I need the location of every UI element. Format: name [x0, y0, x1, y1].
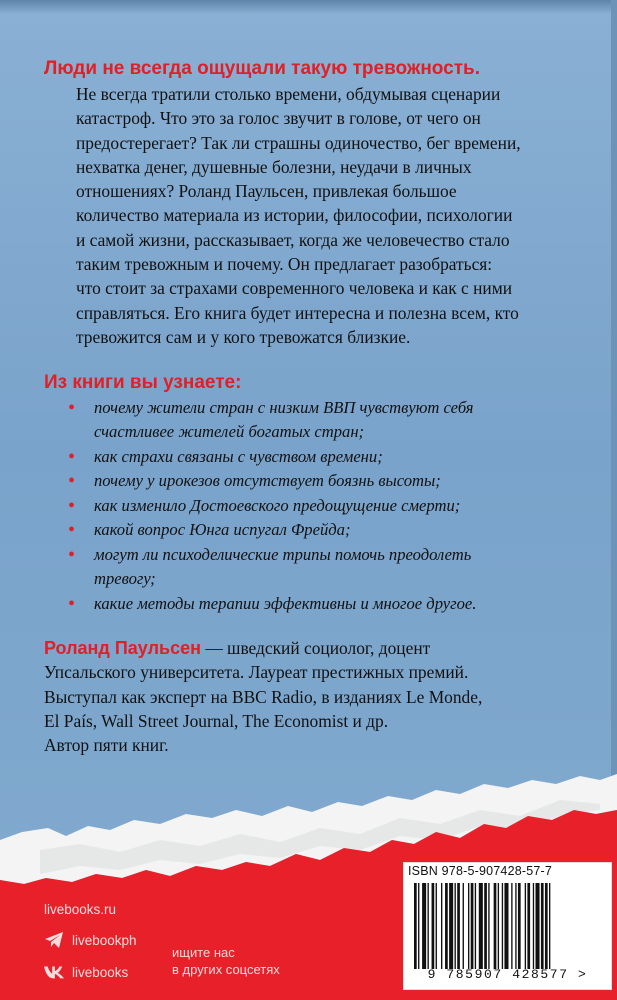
- barcode-bar: [468, 883, 469, 969]
- list-item: [68, 518, 476, 542]
- barcode-bar: [541, 883, 544, 969]
- author-line: Выступал как эксперт на BBC Radio, в изданиях Le Monde,: [44, 686, 483, 707]
- barcode-bar: [511, 883, 512, 969]
- bullet-icon: •: [68, 397, 76, 419]
- barcode-bar: [463, 883, 464, 969]
- list-item-text: какие методы терапии эффективны и многое другое.: [94, 593, 477, 613]
- list-item-text: почему у ирокезов отсутствует боязнь высоты;: [94, 471, 441, 491]
- barcode-bar: [484, 883, 487, 969]
- author-name: Роланд Паульсен: [44, 638, 201, 658]
- author-first-line: [44, 636, 482, 660]
- barcode-bar: [504, 883, 508, 969]
- isbn-barcode: [403, 862, 612, 990]
- barcode-bar: [432, 883, 435, 969]
- site-link[interactable]: [44, 902, 116, 917]
- isbn-text: ISBN 978-5-907428-57-7: [408, 864, 553, 878]
- list-item-text: тревогу;: [94, 568, 156, 588]
- tagline-line: ищите нас: [172, 945, 235, 960]
- barcode-bar: [494, 883, 497, 969]
- author-line: Автор пяти книг.: [44, 735, 169, 756]
- list-item-text: как страхи связаны с чувством времени;: [94, 446, 383, 466]
- barcode-bar: [479, 883, 483, 969]
- intro-line: отношениях? Роланд Паульсен, привлекая большое: [76, 181, 457, 202]
- bullet-icon: •: [68, 543, 76, 566]
- intro-line: таким тревожным и почему. Он предлагает разобраться:: [76, 254, 493, 275]
- list-item: [68, 592, 476, 616]
- barcode-bar: [549, 883, 550, 969]
- intro-line: и самой жизни, рассказывает, когда же человечество стало: [76, 229, 510, 250]
- intro-line: количество материала из истории, философии, психологии: [76, 205, 513, 226]
- telegram-text[interactable]: livebookph: [72, 932, 137, 948]
- intro-line: катастроф. Что это за голос звучит в голове, от чего он: [76, 108, 481, 129]
- barcode-bar: [445, 883, 448, 969]
- intro-line: предостерегает? Так ли страшны одиночество, бег времени,: [76, 132, 521, 153]
- barcode-bar: [414, 883, 417, 969]
- intro-line: тревожится сам и у кого тревожатся близкие.: [76, 326, 411, 347]
- list-item: [68, 494, 476, 518]
- barcode-bar: [488, 883, 489, 969]
- barcode-bar: [449, 883, 453, 969]
- barcode-bars: [412, 883, 602, 969]
- learn-heading: Из книги вы узнаете:: [44, 372, 242, 393]
- barcode-bar: [515, 883, 516, 969]
- list-item: [68, 445, 476, 469]
- barcode-bar: [545, 883, 548, 969]
- barcode-bar: [498, 883, 499, 969]
- barcode-bar: [441, 883, 442, 969]
- barcode-bar: [471, 883, 474, 969]
- list-item-text: могут ли психоделические трипы помочь преодолеть: [94, 544, 472, 564]
- intro-line: Не всегда тратили столько времени, обдумывая сценарии: [76, 84, 501, 104]
- telegram-link[interactable]: [44, 930, 137, 950]
- bullet-icon: •: [68, 494, 76, 517]
- site-text[interactable]: livebooks.ru: [44, 902, 117, 917]
- intro-heading: Люди не всегда ощущали такую тревожность.: [44, 58, 480, 79]
- barcode-bar: [455, 883, 456, 969]
- intro-line: что стоит за страхами современного человека и как с ними: [76, 278, 513, 299]
- barcode-bar: [475, 883, 476, 969]
- social-tagline: [172, 944, 280, 978]
- vk-icon: [44, 962, 64, 982]
- telegram-icon: [44, 930, 64, 950]
- barcode-bar: [518, 883, 521, 969]
- intro-line: справляться. Его книга будет интересна и полезна всем, кто: [76, 302, 519, 323]
- barcode-bar: [457, 883, 460, 969]
- learn-list: [68, 396, 476, 616]
- barcode-bar: [418, 883, 419, 969]
- author-line: El País, Wall Street Journal, The Economist и др.: [44, 710, 389, 731]
- barcode-bar: [533, 883, 534, 969]
- list-item: [68, 543, 476, 591]
- barcode-bar: [525, 883, 526, 969]
- intro-paragraph: [76, 82, 521, 349]
- barcode-bar: [527, 883, 530, 969]
- author-bio: [44, 636, 482, 757]
- list-item-text: как изменило Достоевского предощущение смерти;: [94, 495, 461, 515]
- barcode-bar: [502, 883, 503, 969]
- bullet-icon: •: [68, 445, 76, 468]
- author-intro: — шведский социолог, доцент: [200, 638, 431, 658]
- list-item: [68, 469, 476, 493]
- bullet-icon: •: [68, 519, 76, 542]
- top-edge: [0, 0, 617, 14]
- list-item: [68, 396, 476, 444]
- barcode-bar: [436, 883, 437, 969]
- barcode-bar: [422, 883, 426, 969]
- author-line: Упсальского университета. Лауреат престижных премий.: [44, 662, 469, 683]
- list-item-text: почему жители стран с низким ВВП чувствуют себя: [94, 398, 474, 417]
- list-item-text: какой вопрос Юнга испугал Фрейда;: [94, 520, 351, 540]
- bullet-icon: •: [68, 592, 76, 615]
- list-item-text: счастливее жителей богатых стран;: [94, 422, 365, 441]
- barcode-bar: [536, 883, 540, 969]
- vk-text[interactable]: livebooks: [72, 964, 129, 980]
- barcode-digits: 9 785907 428577 >: [427, 967, 588, 982]
- bullet-icon: •: [68, 470, 76, 493]
- intro-line: нехватка денег, душевные болезни, неудачи в личных: [76, 156, 472, 177]
- vk-link[interactable]: [44, 962, 128, 982]
- barcode-bar: [428, 883, 429, 969]
- tagline-line: в других соцсетях: [172, 962, 280, 977]
